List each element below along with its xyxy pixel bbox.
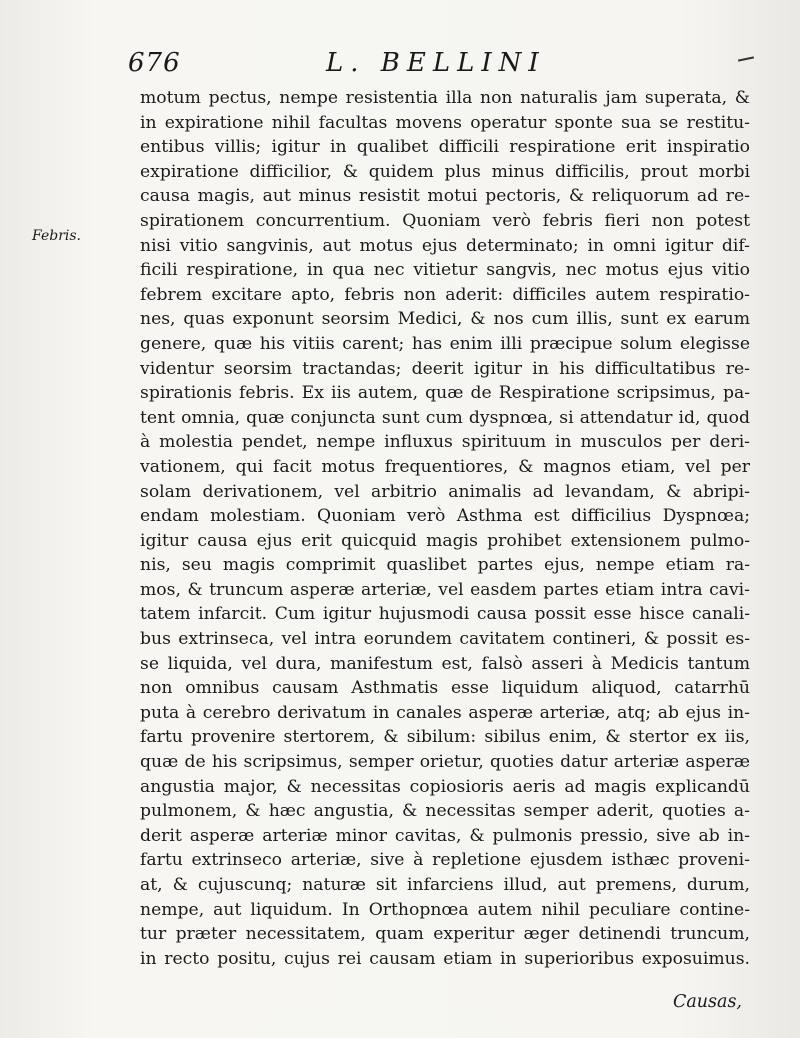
text-line: tatem infarcit. Cum igitur hujusmodi causa possit esse hisce canali-	[140, 604, 750, 625]
text-line: à molestia pendet, nempe influxus spirituum in musculos per deri-	[140, 432, 750, 453]
text-line: febrem excitare apto, febris non aderit: difficiles autem respiratio-	[140, 284, 750, 305]
text-line: nempe, aut liquidum. In Orthopnœa autem nihil peculiare contine-	[140, 899, 750, 920]
page-number: 676	[128, 48, 181, 78]
page-header	[128, 48, 748, 82]
text-line: mos, & truncum asperæ arteriæ, vel easdem partes etiam intra cavi-	[140, 579, 750, 600]
text-line: angustia major, & necessitas copiosioris aeris ad magis explicandū	[140, 776, 750, 797]
text-line: spirationem concurrentium. Quoniam verò febris fieri non potest	[140, 210, 750, 231]
catchword: Causas,	[672, 992, 742, 1012]
text-line: at, & cujuscunq; naturæ sit infarciens illud, aut premens, durum,	[140, 875, 750, 895]
text-line: spirationis febris. Ex iis autem, quæ de Respiratione scripsimus, pa-	[140, 383, 750, 404]
text-line: bus extrinseca, vel intra eorundem cavitatem contineri, & possit es-	[140, 629, 750, 650]
margin-note: Febris.	[32, 228, 81, 244]
text-line: motum pectus, nempe resistentia illa non naturalis jam superata, &	[140, 88, 750, 108]
text-line: igitur causa ejus erit quicquid magis prohibet extensionem pulmo-	[140, 530, 750, 551]
body-text	[140, 86, 750, 971]
text-line: nes, quas exponunt seorsim Medici, & nos cum illis, sunt ex earum	[140, 309, 750, 330]
text-line: non omnibus causam Asthmatis esse liquidum aliquod, catarrhū	[140, 678, 750, 699]
text-line: nisi vitio sangvinis, aut motus ejus determinato; in omni igitur dif-	[140, 235, 750, 256]
text-line: derit asperæ arteriæ minor cavitas, & pulmonis pressio, sive ab in-	[140, 825, 750, 846]
text-line: endam molestiam. Quoniam verò Asthma est difficilius Dyspnœa;	[140, 506, 750, 527]
text-line: videntur seorsim tractandas; deerit igitur in his difficultatibus re-	[140, 358, 750, 379]
text-line: fartu provenire stertorem, & sibilum: sibilus enim, & stertor ex iis,	[140, 727, 750, 748]
running-head: L. BELLINI	[326, 48, 546, 78]
text-line: in recto positu, cujus rei causam etiam in superioribus exposuimus.	[140, 948, 750, 969]
text-line: causa magis, aut minus resistit motui pectoris, & reliquorum ad re-	[140, 186, 750, 207]
text-line: expiratione difficilior, & quidem plus minus difficilis, prout morbi	[140, 161, 750, 182]
text-line: puta à cerebro derivatum in canales asperæ arteriæ, atq; ab ejus in-	[140, 702, 750, 723]
text-line: ficili respiratione, in qua nec vitietur sangvis, nec motus ejus vitio	[140, 260, 750, 281]
text-line: se liquida, vel dura, manifestum est, falsò asseri à Medicis tantum	[140, 653, 750, 674]
text-line: vationem, qui facit motus frequentiores, & magnos etiam, vel per	[140, 456, 750, 477]
text-line: solam derivationem, vel arbitrio animalis ad levandam, & abripi-	[140, 481, 750, 502]
text-line: in expiratione nihil facultas movens operatur sponte sua se restitu-	[140, 112, 750, 133]
text-line: quæ de his scripsimus, semper orietur, quoties datur arteriæ asperæ	[140, 752, 750, 773]
text-line: entibus villis; igitur in qualibet difficili respiratione erit inspiratio	[140, 137, 750, 158]
text-line: fartu extrinseco arteriæ, sive à repletione ejusdem isthæc proveni-	[140, 850, 750, 871]
text-line: nis, seu magis comprimit quaslibet partes ejus, nempe etiam ra-	[140, 555, 750, 576]
text-line: pulmonem, & hæc angustia, & necessitas semper aderit, quoties a-	[140, 801, 750, 822]
text-line: tur præter necessitatem, quam experitur æger detinendi truncum,	[140, 924, 750, 945]
text-line: tent omnia, quæ conjuncta sunt cum dyspnœa, si attendatur id, quod	[140, 407, 750, 428]
text-line: genere, quæ his vitiis carent; has enim illi præcipue solum elegisse	[140, 333, 750, 354]
